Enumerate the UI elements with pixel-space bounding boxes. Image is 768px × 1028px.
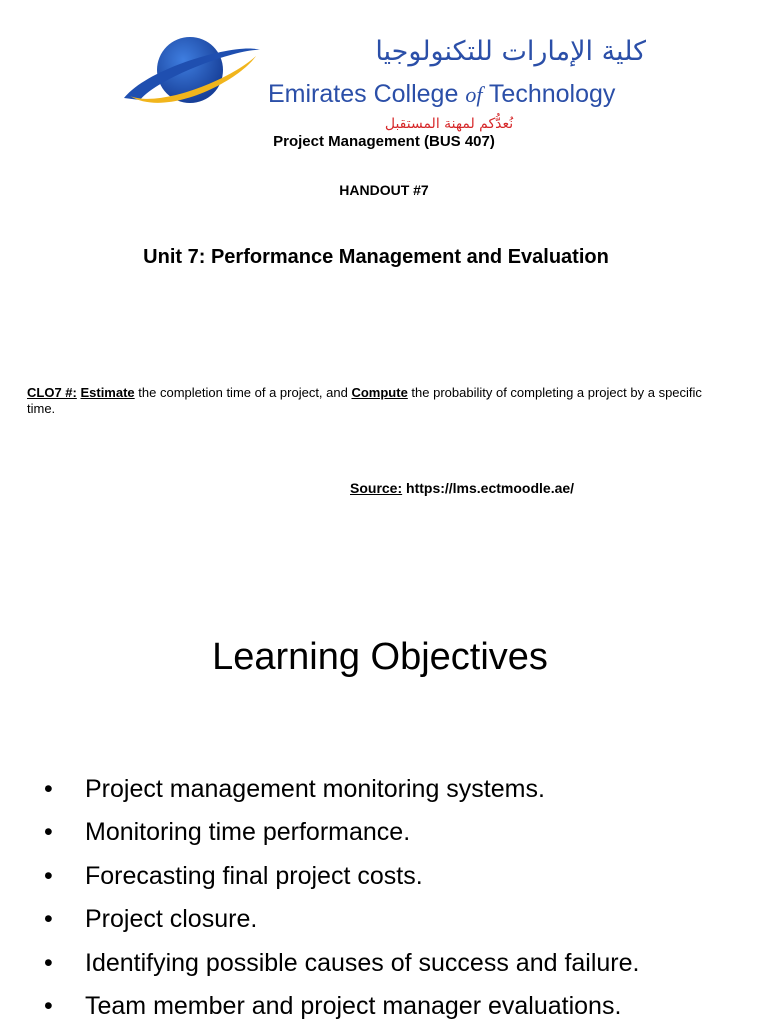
college-logo [120, 32, 650, 136]
list-item [44, 898, 639, 941]
learning-objectives-title: Learning Objectives [212, 636, 548, 678]
globe-logo-icon [120, 36, 262, 116]
unit-title: Unit 7: Performance Management and Evaluation [143, 246, 609, 268]
handout-number: HANDOUT #7 [339, 182, 429, 198]
objective-text: Team member and project manager evaluations. [85, 991, 622, 1020]
course-learning-outcome [27, 385, 727, 417]
college-name-of: of [465, 82, 483, 107]
course-title: Project Management (BUS 407) [273, 133, 495, 150]
learning-objectives-list [44, 768, 639, 1028]
objective-text: Monitoring time performance. [85, 818, 411, 847]
bullet-icon: • [44, 948, 53, 977]
objective-text: Forecasting final project costs. [85, 861, 423, 890]
objective-text: Project closure. [85, 905, 258, 934]
college-name-part2: Technology [482, 80, 616, 108]
clo-verb-estimate: Estimate [80, 385, 135, 400]
list-item [44, 811, 639, 854]
bullet-icon: • [44, 905, 53, 934]
bullet-icon: • [44, 775, 53, 803]
bullet-icon: • [44, 861, 53, 890]
college-tagline-arabic: نُعدُّكم لمهنة المستقبل [384, 116, 514, 132]
objective-text: Identifying possible causes of success and failure. [85, 948, 640, 977]
list-item [44, 942, 639, 985]
list-item [44, 855, 639, 898]
bullet-icon: • [44, 991, 53, 1020]
list-item [44, 768, 639, 811]
clo-label: CLO7 #: [27, 385, 77, 400]
college-name-arabic: كلية الإمارات للتكنولوجيا [375, 36, 646, 67]
list-item [44, 985, 639, 1028]
bullet-icon: • [44, 818, 53, 847]
clo-verb-compute: Compute [351, 385, 408, 400]
source-url: https://lms.ectmoodle.ae/ [402, 480, 575, 496]
clo-text-1: the completion time of a project, and [134, 385, 352, 400]
college-name-english [268, 80, 615, 109]
clo-text-2: the probability of completing a project by a specific time. [27, 385, 702, 416]
source-line [350, 480, 574, 496]
objective-text: Project management monitoring systems. [85, 775, 545, 803]
source-label: Source: [350, 480, 403, 496]
college-name-part1: Emirates College [268, 80, 466, 108]
